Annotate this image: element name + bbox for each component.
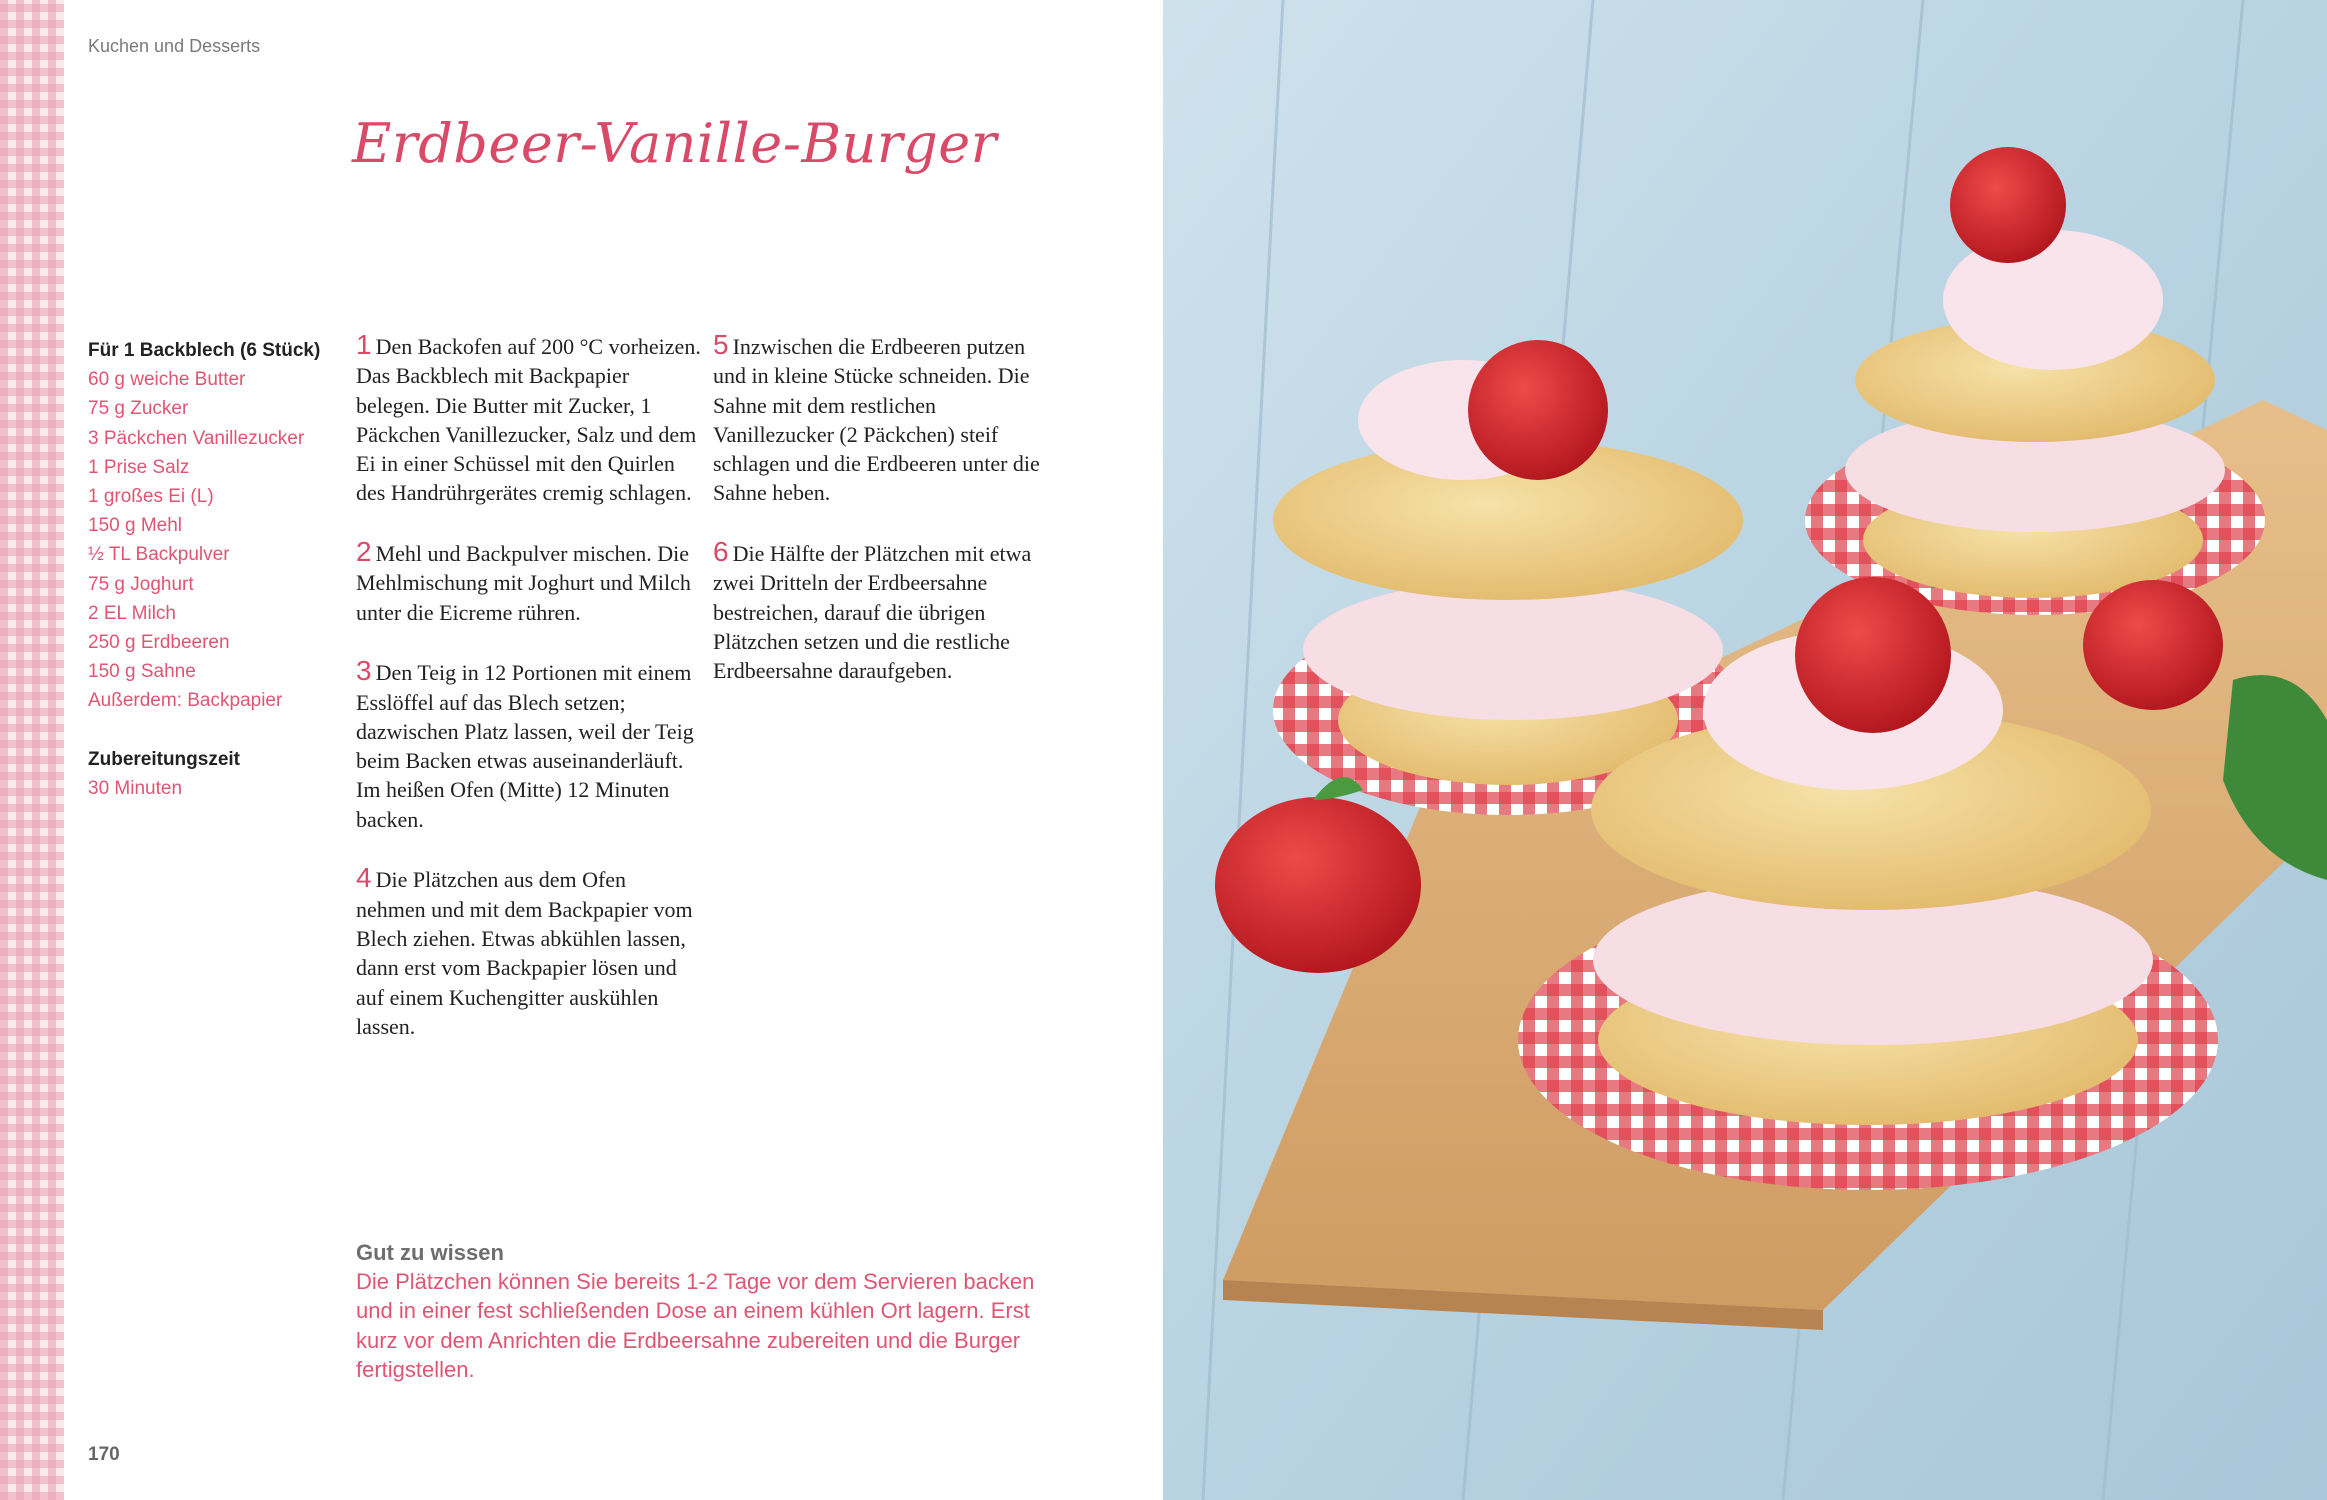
section-header: Kuchen und Desserts: [88, 36, 261, 56]
ingredient-item: 2 EL Milch: [88, 602, 176, 624]
steps-column-1: [356, 330, 701, 1070]
prep-time-value: 30 Minuten: [88, 777, 183, 799]
step-text: Die Plätzchen aus dem Ofen nehmen und mit dem Backpapier vom Blech ziehen. Etwas abkühlen lassen, dann erst vom Backpapier lösen und auf einem Kuchengitter auskühlen lassen.: [356, 867, 693, 1039]
ingredient-item: 75 g Joghurt: [88, 573, 194, 595]
recipe-step: [356, 537, 701, 627]
ingredient-list: [88, 365, 328, 715]
tip-heading: Gut zu wissen: [356, 1240, 504, 1265]
recipe-step: [356, 863, 701, 1041]
step-text: Den Backofen auf 200 °C vorheizen. Das Backblech mit Backpapier belegen. Die Butter mit Zucker, 1 Päckchen Vanillezucker, Salz und dem Ei in einer Schüssel mit den Quirlen des Handrührgerätes cremig schlagen.: [356, 334, 701, 506]
ingredient-item: 1 großes Ei (L): [88, 486, 214, 508]
recipe-title: Erdbeer-Vanille-Burger: [352, 112, 998, 175]
ingredients-panel: [88, 336, 328, 803]
ingredient-item: 1 Prise Salz: [88, 456, 190, 478]
ingredients-heading: Für 1 Backblech (6 Stück): [88, 340, 321, 361]
recipe-step: [356, 656, 701, 834]
ingredient-item: 60 g weiche Butter: [88, 369, 246, 391]
step-number: 3: [356, 655, 372, 687]
recipe-step: [713, 330, 1058, 508]
ingredient-item: 150 g Sahne: [88, 661, 196, 683]
recipe-step: [356, 330, 701, 508]
ingredient-item: 3 Päckchen Vanillezucker: [88, 427, 305, 449]
steps-column-2: [713, 330, 1058, 715]
step-number: 6: [713, 536, 729, 568]
step-number: 1: [356, 329, 372, 360]
step-text: Den Teig in 12 Portionen mit einem Esslöffel auf das Blech setzen; dazwischen Platz lassen, weil der Teig beim Backen etwas auseinanderläuft. Im heißen Ofen (Mitte) 12 Minuten backen.: [356, 660, 694, 832]
step-number: 5: [713, 329, 729, 360]
food-photo: [1163, 0, 2327, 1500]
recipe-step: [713, 537, 1058, 685]
ingredient-item: ½ TL Backpulver: [88, 544, 230, 566]
ingredient-item: 150 g Mehl: [88, 515, 183, 537]
prep-time-heading: Zubereitungszeit: [88, 748, 241, 770]
step-number: 4: [356, 862, 372, 894]
ingredient-item: 250 g Erdbeeren: [88, 632, 230, 654]
step-text: Inzwischen die Erdbeeren putzen und in kleine Stücke schneiden. Die Sahne mit dem restlichen Vanillezucker (2 Päckchen) steif schlagen und die Erdbeeren unter die Sahne heben.: [713, 334, 1040, 506]
step-number: 2: [356, 536, 372, 568]
step-text: Die Hälfte der Plätzchen mit etwa zwei Dritteln der Erdbeersahne bestreichen, darauf die übrigen Plätzchen setzen und die restliche Erdbeersahne daraufgeben.: [713, 541, 1032, 684]
ingredient-item: Außerdem: Backpapier: [88, 690, 283, 712]
spacer: [88, 716, 328, 745]
tip-box: [356, 1238, 1056, 1384]
gingham-border: [0, 0, 64, 1500]
page-number: 170: [88, 1444, 120, 1465]
ingredient-item: 75 g Zucker: [88, 398, 189, 420]
tip-text: Die Plätzchen können Sie bereits 1-2 Tage vor dem Servieren backen und in einer fest schließenden Dose an einem kühlen Ort lagern. Erst kurz vor dem Anrichten die Erdbeersahne zubereiten und die Burger fertigstellen.: [356, 1269, 1035, 1382]
step-text: Mehl und Backpulver mischen. Die Mehlmischung mit Joghurt und Milch unter die Eicreme rühren.: [356, 541, 691, 625]
